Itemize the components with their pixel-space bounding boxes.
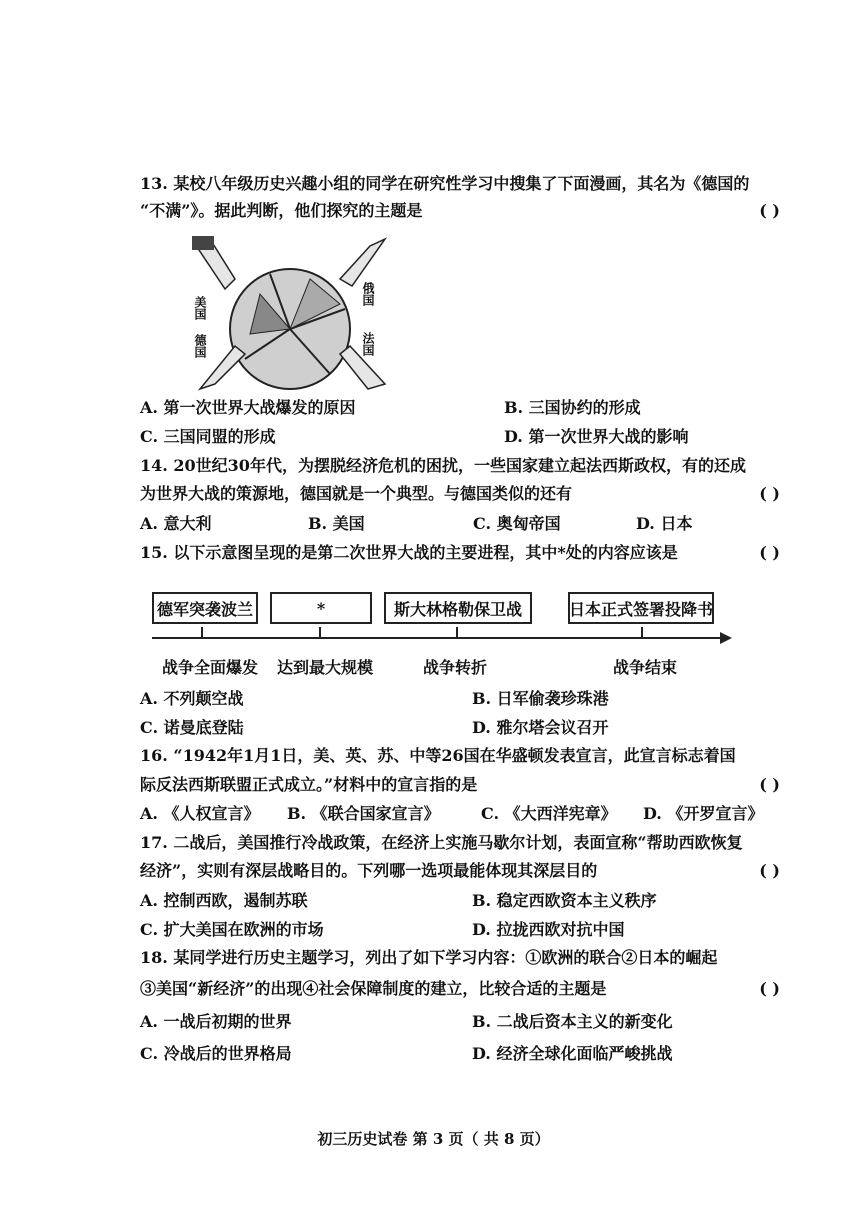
timeline-box-1: 德军突袭波兰 [152,592,258,624]
timeline-tick [319,627,321,639]
q17-line2: 经济”，实则有深层战略目的。下列哪一选项最能体现其深层目的 ( ) [140,861,780,880]
q17-option-c[interactable]: C. 扩大美国在欧洲的市场 [140,920,324,939]
q17-option-a[interactable]: A. 控制西欧，遏制苏联 [140,891,308,910]
q14-option-a[interactable]: A. 意大利 [140,514,212,533]
cartoon-germany-discontent [190,234,390,394]
q15-option-b[interactable]: B. 日军偷袭珍珠港 [472,689,609,708]
q13-line2: “不满”》。据此判断，他们探究的主题是 ( ) [140,201,780,220]
q15-option-c[interactable]: C. 诺曼底登陆 [140,718,244,737]
q17-line1: 17. 二战后，美国推行冷战政策，在经济上实施马歇尔计划，表面宣称“帮助西欧恢复 [140,833,743,852]
q15-line1: 15. 以下示意图呈现的是第二次世界大战的主要进程，其中*处的内容应该是 ( ) [140,543,780,562]
q13-option-a[interactable]: A. 第一次世界大战爆发的原因 [140,398,356,417]
q13-option-c[interactable]: C. 三国同盟的形成 [140,427,276,446]
timeline-box-4: 日本正式签署投降书 [568,592,714,624]
q15-option-a[interactable]: A. 不列颠空战 [140,689,244,708]
q14-option-d[interactable]: D. 日本 [636,514,693,533]
q18-line1: 18. 某同学进行历史主题学习，列出了如下学习内容：①欧洲的联合②日本的崛起 [140,948,718,967]
timeline-label-4: 战争结束 [613,658,678,677]
label-france: 法国 [361,332,375,356]
timeline-arrow [720,632,732,644]
q14-option-c[interactable]: C. 奥匈帝国 [473,514,561,533]
timeline-label-3: 战争转折 [423,658,488,677]
q14-option-b[interactable]: B. 美国 [308,514,365,533]
q18-option-a[interactable]: A. 一战后初期的世界 [140,1012,292,1031]
q13-option-d[interactable]: D. 第一次世界大战的影响 [504,427,689,446]
q16-line1: 16. “1942年1月1日，美、英、苏、中等26国在华盛顿发表宣言，此宣言标志着国 [140,746,736,765]
label-usa: 美国 [193,296,207,320]
q17-option-b[interactable]: B. 稳定西欧资本主义秩序 [472,891,657,910]
timeline-label-2: 达到最大规模 [277,658,374,677]
q14-answer-paren: ( ) [759,484,780,503]
timeline-label-1: 战争全面爆发 [162,658,259,677]
page-footer: 初三历史试卷 第 3 页（ 共 8 页） [317,1130,550,1148]
q17-option-d[interactable]: D. 拉拢西欧对抗中国 [472,920,625,939]
q18-option-d[interactable]: D. 经济全球化面临严峻挑战 [472,1044,673,1063]
q18-option-b[interactable]: B. 二战后资本主义的新变化 [472,1012,673,1031]
q16-answer-paren: ( ) [759,775,780,794]
q16-line2: 际反法西斯联盟正式成立。”材料中的宣言指的是 ( ) [140,775,780,794]
q18-option-c[interactable]: C. 冷战后的世界格局 [140,1044,292,1063]
q14-line1: 14. 20世纪30年代，为摆脱经济危机的困扰，一些国家建立起法西斯政权，有的还成 [140,456,746,475]
q14-line2: 为世界大战的策源地，德国就是一个典型。与德国类似的还有 ( ) [140,484,780,503]
timeline-tick [641,627,643,639]
q18-line2: ③美国“新经济”的出现④社会保障制度的建立，比较合适的主题是 ( ) [140,979,780,998]
timeline-box-3: 斯大林格勒保卫战 [384,592,532,624]
label-russia: 俄国 [361,282,375,306]
q17-answer-paren: ( ) [759,861,780,880]
q18-answer-paren: ( ) [759,979,780,998]
q16-option-b[interactable]: B. 《联合国家宣言》 [287,804,440,823]
label-germany: 德国 [193,334,207,358]
timeline-tick [201,627,203,639]
q16-option-c[interactable]: C. 《大西洋宪章》 [481,804,617,823]
timeline-axis [152,637,724,639]
q16-option-d[interactable]: D. 《开罗宣言》 [643,804,764,823]
q13-option-b[interactable]: B. 三国协约的形成 [504,398,641,417]
q13-answer-paren: ( ) [759,201,780,220]
q15-option-d[interactable]: D. 雅尔塔会议召开 [472,718,609,737]
timeline-box-2: * [270,592,372,624]
q15-answer-paren: ( ) [759,543,780,562]
timeline-tick [456,627,458,639]
q16-option-a[interactable]: A. 《人权宣言》 [140,804,260,823]
q13-line1: 13. 某校八年级历史兴趣小组的同学在研究性学习中搜集了下面漫画，其名为《德国的 [140,174,750,193]
